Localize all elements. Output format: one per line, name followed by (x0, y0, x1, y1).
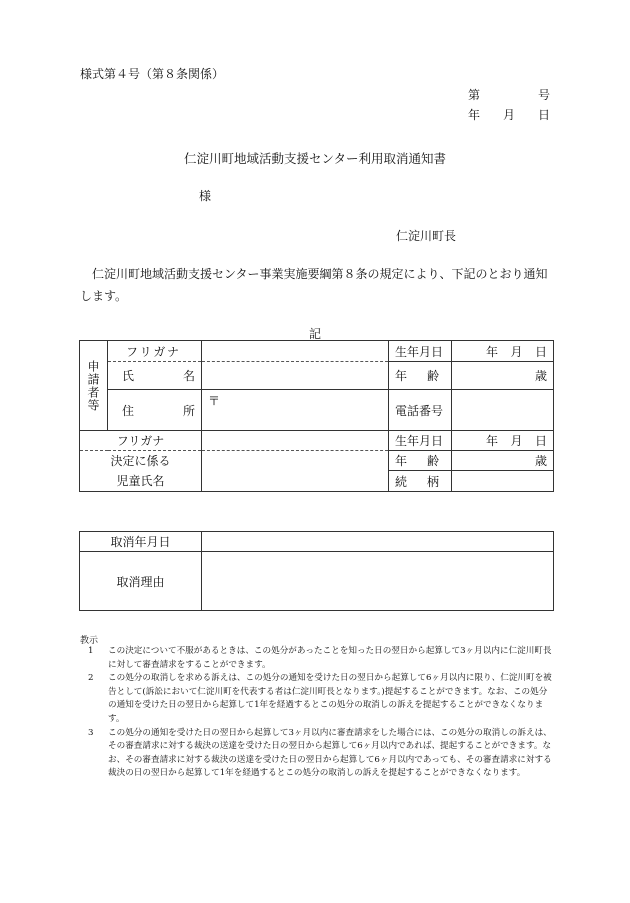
note-item: 3 この処分の通知を受けた日の翌日から起算して3ヶ月以内に審査請求をした場合には、この処分の取消しの訴えは、その審査請求に対する裁決の送達を受けた日の翌日から起算して6ヶ月以内であれば、提起することができます。なお、その審査請求に対する裁決の送達を受けた日の翌日から起算して6ヶ月以内であっても、その審査請求に対する裁決の日の翌日から起算して1年を経過するとこの処分の取消しの訴えを提起することができなくなります。 (88, 727, 552, 779)
name-label: 氏 名 (108, 362, 202, 390)
ki-heading: 記 (308, 327, 321, 341)
note-item: 2 この処分の取消しを求める訴えは、この処分の通知を受けた日の翌日から起算して6ヶ月以内に限り、仁淀川町を被告として(訴訟において仁淀川町を代表する者は仁淀川町長となります。)提起することができます。なお、この処分の通知を受けた日の翌日から起算して1年を経過するとこの処分の取消しの訴えを提起することができなくなります。 (88, 673, 552, 724)
body-paragraph: 仁淀川町地域活動支援センター事業実施要綱第８条の規定により、下記のとおり通知します。 (80, 267, 548, 303)
phone-field[interactable] (452, 390, 554, 431)
addressee-suffix: 様 (199, 189, 212, 203)
child-birthdate-value[interactable]: 年 月 日 (452, 431, 554, 451)
child-age-label: 年 齢 (389, 451, 452, 471)
applicant-group-label: 申請者等 (80, 341, 108, 431)
notes-list (80, 645, 552, 781)
cancel-date-label: 取消年月日 (80, 532, 202, 552)
date-year: 年 (468, 108, 481, 122)
issuer-name: 仁淀川町長 (396, 229, 457, 243)
child-furigana-label: フリガナ (80, 431, 202, 451)
relation-field[interactable] (452, 471, 554, 492)
form-number: 様式第４号（第８条関係） (80, 67, 225, 81)
age-unit[interactable]: 歳 (452, 362, 554, 390)
note-item: 1 この決定について不服があるときは、この処分があったことを知った日の翌日から起算して3ヶ月以内に仁淀川町長に対して審査請求をすることができます。 (88, 646, 552, 670)
furigana-field[interactable] (202, 341, 389, 362)
cancel-date-field[interactable] (202, 532, 554, 552)
issue-date-line (468, 106, 550, 123)
number-prefix: 第 (468, 88, 481, 102)
address-field[interactable] (202, 390, 389, 431)
address-label: 住 所 (108, 390, 202, 431)
child-age-unit[interactable]: 歳 (452, 451, 554, 471)
child-furigana-field[interactable] (202, 431, 389, 451)
cancellation-table (79, 531, 554, 611)
date-month: 月 (502, 108, 515, 122)
birthdate-value[interactable]: 年 月 日 (452, 341, 554, 362)
child-birthdate-label: 生年月日 (389, 431, 452, 451)
postal-mark: 〒 (208, 394, 221, 408)
notes-heading: 教示 (80, 636, 99, 646)
name-field[interactable] (202, 362, 389, 390)
age-label: 年 齢 (389, 362, 452, 390)
child-name-field[interactable] (202, 451, 389, 492)
cancel-reason-label: 取消理由 (80, 552, 202, 611)
number-suffix: 号 (537, 88, 550, 102)
phone-label: 電話番号 (389, 390, 452, 431)
cancel-reason-field[interactable] (202, 552, 554, 611)
date-day: 日 (537, 108, 550, 122)
furigana-label: フ リ ガ ナ (108, 341, 202, 362)
relation-label: 続 柄 (389, 471, 452, 492)
birthdate-label: 生年月日 (389, 341, 452, 362)
document-title: 仁淀川町地域活動支援センター利用取消通知書 (183, 151, 446, 166)
document-number-line (468, 86, 550, 103)
child-name-label: 決定に係る 児童氏名 (80, 451, 202, 492)
applicant-table (79, 340, 554, 492)
